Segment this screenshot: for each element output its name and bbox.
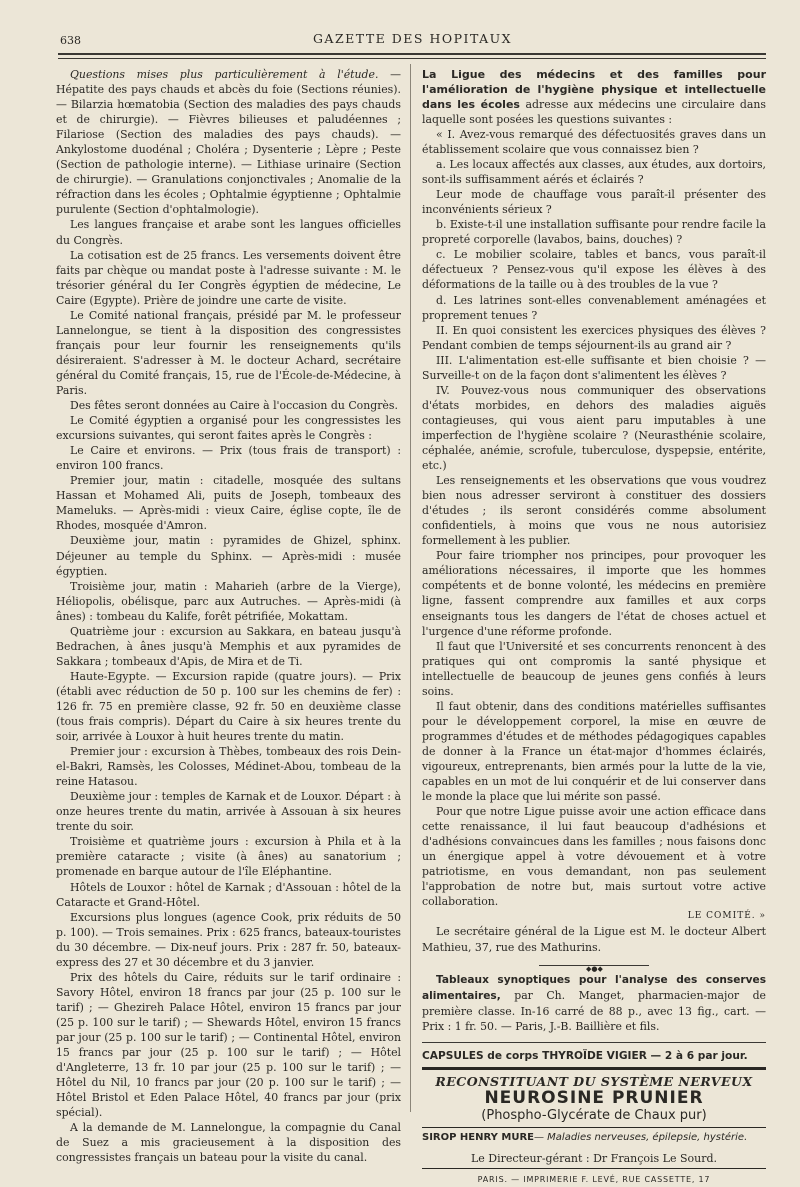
header-rule [58,53,766,55]
page-number: 638 [60,34,81,47]
book-notice [422,972,766,1034]
league-paragraph: b. Existe-t-il une installation suffisante pour rendre facile la propreté corporelle (lavabos, bains, douches) ? [422,218,766,247]
league-paragraph: Les renseignements et les observations que vous voudrez bien nous adresser serviront à constituer des dossiers d'études ; ils seront considérés comme absolument confidentiels, à moins que vous ne nous autorisiez formellement à les publier. [422,474,766,548]
league-article-title [422,67,766,127]
league-paragraph: IV. Pouvez-vous nous communiquer des observations d'états morbides, en dehors des maladies aiguës contagieuses, qui vous aient paru imputables à une imperfection de l'hygiène scolaire ? (Neurasthénie scolaire, céphalée, anémie, scrofule, tuberculose, dyspepsie, entérite, etc.) [422,383,766,473]
left-paragraph: Haute-Egypte. — Excursion rapide (quatre jours). — Prix (établi avec réduction de 50 p. 100 sur les chemins de fer) : 126 fr. 75 en première classe, 92 fr. 50 en deuxième classe (tous frais compris). Départ du Caire à six heures trente du soir, arrivée à Louxor à huit heures trente du matin. [56,669,401,744]
league-paragraph: a. Les locaux affectés aux classes, aux études, aux dortoirs, sont-ils suffisamment aérés et éclairés ? [422,158,766,187]
league-title: La Ligue des médecins et des familles pour l'amélioration de l'hygiène physique et intellectuelle dans les écoles [422,68,766,111]
left-paragraph: Excursions plus longues (agence Cook, prix réduits de 50 p. 100). — Trois semaines. Prix : 625 francs, bateaux-touristes du 30 décembre. — Dix-neuf jours. Prix : 287 fr. 50, bateaux-express des 27 et 30 décembre et du 3 janvier. [56,910,401,969]
ad-sirop-henry-mure [422,1127,766,1145]
left-paragraph: Quatrième jour : excursion au Sakkara, en bateau jusqu'à Bedrachen, à ânes jusqu'à Memphis et aux pyramides de Sakkara ; tombeaux d'Apis, de Mira et de Ti. [56,624,401,668]
topics-lead: Questions mises plus particulièrement à l'étude. [70,68,379,81]
league-paragraph: Il faut que l'Université et ses concurrents renoncent à des pratiques qui ont compromis la santé physique et intellectuelle de beaucoup de jeunes gens confiés à leurs soins. [422,639,766,698]
ad-rule [422,1067,766,1070]
left-paragraph: Les langues française et arabe sont les langues officielles du Congrès. [56,218,401,247]
left-paragraph: Premier jour, matin : citadelle, mosquée des sultans Hassan et Mohamed Ali, puits de Joseph, tombeaux des Mameluks. — Après-midi : vieux Caire, église copte, île de Rhodes, mosquée d'Amron. [56,474,401,533]
congress-topics [56,67,401,217]
journal-title: GAZETTE DES HOPITAUX [312,31,513,46]
sirop-text: — Maladies nerveuses, épilepsie, hystérie. [533,1131,748,1143]
left-paragraph: A la demande de M. Lannelongue, la compagnie du Canal de Suez a mis gracieusement à la disposition des congressistes français un bateau pour la visite du canal. [56,1121,401,1165]
left-paragraph: Le Comité égyptien a organisé pour les congressistes les excursions suivantes, qui seront faites après le Congrès : [56,414,401,443]
league-paragraph: « I. Avez-vous remarqué des défectuosités graves dans un établissement scolaire que vous connaissez bien ? [422,128,766,157]
ad-reconstituant: RECONSTITUANT DU SYSTÈME NERVEUX [435,1073,753,1089]
left-paragraph: Le Caire et environs. — Prix (tous frais de transport) : environ 100 francs. [56,444,401,473]
league-title-rest: adresse aux médecins une circulaire dans laquelle sont posées les questions suivantes : [422,98,766,126]
header-rule-thin [58,58,766,59]
book-title: Tableaux synoptiques pour l'analyse des conserves alimentaires, [422,973,766,1002]
league-paragraph: III. L'alimentation est-elle suffisante et bien choisie ? — Surveille-t on de la façon dont s'alimentent les élèves ? [422,353,766,382]
printer-imprint: PARIS. — IMPRIMERIE F. LEVÉ, RUE CASSETTE, 17 [477,1174,711,1184]
left-paragraph: Hôtels de Louxor : hôtel de Karnak ; d'Assouan : hôtel de la Cataracte et Grand-Hôtel. [56,880,401,909]
league-paragraphs [422,127,766,909]
ad-neurosine-prunier: NEUROSINE PRUNIER [484,1087,704,1108]
left-paragraph: Deuxième jour : temples de Karnak et de Louxor. Départ : à onze heures trente du matin, arrivée à Assouan à six heures trente du soir. [56,790,401,834]
left-paragraph: Des fêtes seront données au Caire à l'occasion du Congrès. [70,399,398,413]
left-paragraph: Deuxième jour, matin : pyramides de Ghizel, sphinx. Déjeuner au temple du Sphinx. — Après-midi : musée égyptien. [56,534,401,578]
left-paragraph: Premier jour : excursion à Thèbes, tombeaux des rois Dein-el-Bakri, Ramsès, les Colosses, Médinet-Abou, tombeau de la reine Hatasou. [56,745,401,789]
left-paragraph: Prix des hôtels du Caire, réduits sur le tarif ordinaire : Savory Hôtel, environ 18 francs par jour (25 p. 100 sur le tarif) ; — Ghezireh Palace Hôtel, environ 15 francs par jour (25 p. 100 sur le tarif) ; — Shewards Hôtel, environ 15 francs par jour (25 p. 100 sur le tarif) ; — Continental Hôtel, environ 15 francs par jour (25 p. 100 sur le tarif) ; — Hôtel d'Angleterre, 13 fr. 10 par jour (25 p. 100 sur le tarif) ; — Hôtel du Nil, 10 francs par jour (20 p. 100 sur le tarif) ; — Hôtel Bristol et Eden Palace Hôtel, 40 francs par jour (prix spécial). [56,970,401,1120]
league-paragraph: d. Les latrines sont-elles convenablement aménagées et proprement tenues ? [422,293,766,322]
ad-phospho-glycerate: (Phospho-Glycérate de Chaux pur) [481,1107,707,1123]
left-paragraph: Troisième jour, matin : Maharieh (arbre de la Vierge), Héliopolis, obélisque, parc aux Autruches. — Après-midi (à ânes) : tombeau du Kalife, forêt pétrifiée, Mokattam. [56,579,401,623]
left-paragraph: Troisième et quatrième jours : excursion à Phila et à la première cataracte ; visite (à ânes) au sanatorium ; promenade en barque autour de l'île Eléphantine. [56,835,401,879]
league-paragraph: Il faut obtenir, dans des conditions matérielles suffisantes pour le développement corporel, la mise en œuvre de programmes d'études et de méthodes pédagogiques capables de donner à la France un état-major d'hommes éclairés, vigoureux, entreprenants, bien armés pour la lutte de la vie, capables en un mot de lui conquérir et de lui conserver dans le monde la place que lui mérite son passé. [422,699,766,804]
column-divider [410,64,411,1112]
ad-capsules-vigier: CAPSULES de corps THYROÏDE VIGIER — 2 à 6 par jour. [422,1042,766,1064]
sirop-label: SIROP HENRY MURE [422,1131,534,1143]
managing-director: Le Directeur-gérant : Dr François Le Sourd. [422,1151,766,1169]
league-paragraph: Leur mode de chauffage vous paraît-il présenter des inconvénients sérieux ? [422,188,766,217]
right-column [422,67,766,1187]
league-paragraph: Pour faire triompher nos principes, pour provoquer les améliorations nécessaires, il importe que les hommes compétents et de bonne volonté, les médecins en première ligne, fassent comprendre aux familles et aux corps enseignants tous les dangers de l'état de choses actuel et l'urgence d'une réforme profonde. [422,549,766,638]
section-separator [539,964,649,973]
left-paragraphs [56,217,401,1165]
page-header [60,30,765,50]
left-paragraph: Le Comité national français, présidé par M. le professeur Lannelongue, se tient à la disposition des congressistes français pour leur fournir les renseignements qu'ils désireraient. S'adresser à M. le docteur Achard, secrétaire général du Comité français, 15, rue de l'École-de-Médecine, à Paris. [56,308,401,397]
league-paragraph: Pour que notre Ligue puisse avoir une action efficace dans cette renaissance, il lui faut beaucoup d'adhésions et d'adhésions convaincues dans les familles ; nous faisons donc un énergique appel à votre dévouement et à votre patriotisme, en vous demandant, non pas seulement l'approbation de notre but, mais surtout votre active collaboration. [422,805,766,909]
league-paragraph: II. En quoi consistent les exercices physiques des élèves ? Pendant combien de temps séjournent-ils au grand air ? [422,323,766,352]
league-secretary: Le secrétaire général de la Ligue est M. le docteur Albert Mathieu, 37, rue des Mathurins. [422,925,766,954]
separator-ornament: ◆●◆ [586,964,603,973]
topics-text: — Hépatite des pays chauds et abcès du foie (Sections réunies). — Bilarzia hœmatobia (Section des maladies des pays chauds et de chirurgie). — Fièvres bilieuses et paludéennes ; Filariose (Section des maladies des pays chauds). — Ankylostome duodénal ; Choléra ; Dysenterie ; Lèpre ; Peste (Section de pathologie interne). — Lithiase urinaire (Section de chirurgie). — Granulations conjonctivales ; Anomalie de la réfraction dans les écoles ; Ophtalmie égyptienne ; Ophtalmie purulente (Section d'ophtalmologie). [56,68,401,217]
book-details: par Ch. Manget, pharmacien-major de première classe. In-16 carré de 88 p., avec 13 fig., cart. — Prix : 1 fr. 50. — Paris, J.-B. Baillière et fils. [422,988,766,1033]
left-paragraph: La cotisation est de 25 francs. Les versements doivent être faits par chèque ou mandat poste à l'adresse suivante : M. le trésorier général du Ier Congrès égyptien de médecine, Le Caire (Egypte). Prière de joindre une carte de visite. [56,248,401,307]
left-column [56,67,401,1165]
league-paragraph: c. Le mobilier scolaire, tables et bancs, vous paraît-il défectueux ? Pensez-vous qu'il expose les élèves à des déformations de la taille ou à des troubles de la vue ? [422,248,766,292]
committee-signature: LE COMITÉ. » [687,911,766,922]
